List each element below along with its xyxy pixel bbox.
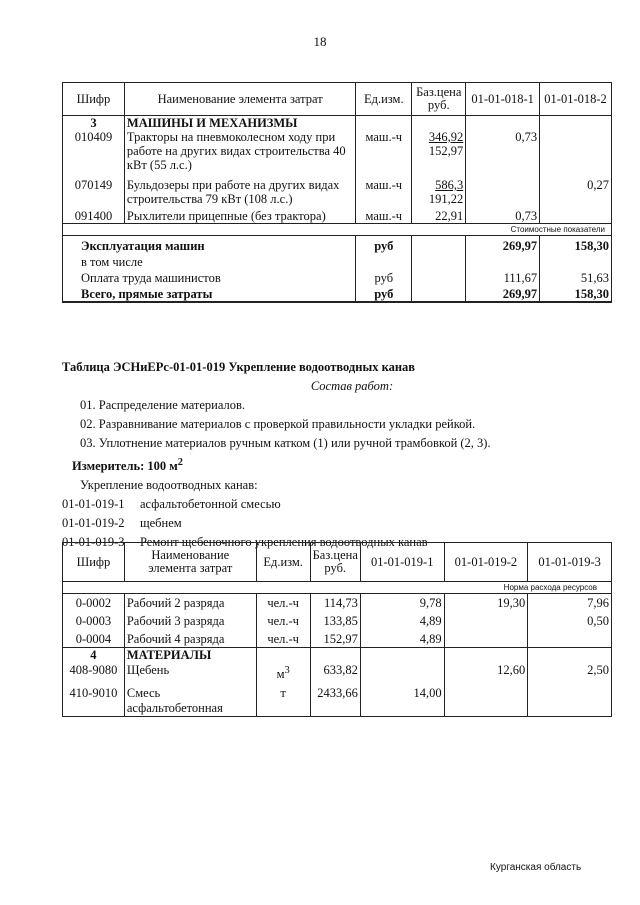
row-code: 408-9080 <box>63 663 125 682</box>
header-price: Баз.цена руб. <box>310 543 360 582</box>
summary-value2: 158,30 <box>540 285 612 302</box>
row-unit-text: м <box>276 667 285 682</box>
row-unit: чел.-ч <box>256 594 310 612</box>
section-row <box>63 116 612 131</box>
row-name: Рабочий 3 разряда <box>124 611 256 629</box>
work-step: 03. Уплотнение материалов ручным катком (1) или ручной трамбовкой (2, 3). <box>80 436 491 450</box>
work-step: 01. Распределение материалов. <box>80 398 246 412</box>
header-name: Наименование элемента затрат <box>124 83 355 116</box>
row-value2 <box>444 682 528 717</box>
measurer-sup: 2 <box>177 457 183 468</box>
row-name-line: кВт (55 л.с.) <box>126 158 192 172</box>
section-code: 3 <box>63 116 125 131</box>
row-code: 0-0003 <box>63 611 125 629</box>
table-row <box>63 682 612 717</box>
header-unit: Ед.изм. <box>356 83 412 116</box>
resources-table <box>62 542 612 717</box>
table-row <box>63 629 612 648</box>
summary-value2: 158,30 <box>540 236 612 254</box>
row-value1: 9,78 <box>360 594 444 612</box>
row-name-line: строительства 79 кВт (108 л.с.) <box>126 192 293 206</box>
row-value2 <box>540 130 612 172</box>
section-title: Таблица ЭСНиЕРс-01-01-019 Укрепление водоотводных канав <box>62 360 416 374</box>
row-unit: маш.-ч <box>356 172 412 206</box>
row-unit: маш.-ч <box>356 206 412 224</box>
row-price-labor: 191,22 <box>428 192 464 206</box>
row-name-line: работе на других видах строительства 40 <box>126 144 346 158</box>
work-composition-heading: Состав работ: <box>310 379 394 393</box>
table-header-row <box>63 543 612 582</box>
row-price-machine: 586,3 <box>435 178 464 192</box>
variant-text: щебнем <box>140 516 182 531</box>
row-code: 410-9010 <box>63 682 125 717</box>
row-code: 010409 <box>63 130 125 172</box>
header-price: Баз.цена руб. <box>412 83 466 116</box>
summary-unit: руб <box>356 269 412 285</box>
table-row <box>63 172 612 206</box>
row-price <box>412 130 466 172</box>
table-row <box>63 206 612 224</box>
row-unit: маш.-ч <box>356 130 412 172</box>
summary-name: Всего, прямые затраты <box>63 285 356 302</box>
table-header-row <box>63 83 612 116</box>
section-title: МАТЕРИАЛЫ <box>124 648 256 664</box>
row-name: Рабочий 4 разряда <box>124 629 256 648</box>
row-name: Щебень <box>124 663 256 682</box>
row-value2 <box>444 611 528 629</box>
row-value3: 7,96 <box>528 594 612 612</box>
row-value3: 0,50 <box>528 611 612 629</box>
row-code: 070149 <box>63 172 125 206</box>
separator-label: Стоимостные показатели <box>63 224 612 236</box>
section-title: МАШИНЫ И МЕХАНИЗМЫ <box>124 116 355 131</box>
header-col2: 01-01-019-2 <box>444 543 528 582</box>
variant-text: асфальтобетонной смесью <box>140 497 281 512</box>
row-value2: 12,60 <box>444 663 528 682</box>
section-019 <box>62 358 612 552</box>
variant-code: 01-01-019-1 <box>62 497 125 512</box>
row-name-line: Смесь <box>126 686 161 701</box>
row-value1 <box>360 663 444 682</box>
row-name-line: Бульдозеры при работе на других видах <box>126 178 340 192</box>
machines-table <box>62 82 612 303</box>
header-unit: Ед.изм. <box>256 543 310 582</box>
section-code: 4 <box>63 648 125 664</box>
table-row <box>63 130 612 172</box>
row-unit-sup: 3 <box>284 665 290 676</box>
summary-row <box>63 269 612 285</box>
variant-text: Ремонт щебеночного укрепления водоотводных канав <box>140 535 428 550</box>
header-name: Наименование элемента затрат <box>124 543 256 582</box>
row-value1: 0,73 <box>466 206 540 224</box>
summary-name: Оплата труда машинистов <box>63 269 356 285</box>
summary-unit: руб <box>356 236 412 254</box>
header-code: Шифр <box>63 543 125 582</box>
row-unit: чел.-ч <box>256 611 310 629</box>
summary-row <box>63 236 612 254</box>
row-price: 22,91 <box>412 206 466 224</box>
header-col2: 01-01-018-2 <box>540 83 612 116</box>
row-value1: 14,00 <box>360 682 444 717</box>
row-name-line: асфальтобетонная <box>126 701 223 716</box>
header-code: Шифр <box>63 83 125 116</box>
separator-label: Норма расхода ресурсов <box>63 582 612 594</box>
row-price-labor: 152,97 <box>428 144 464 158</box>
row-value2: 0,27 <box>540 172 612 206</box>
summary-value1: 269,97 <box>466 236 540 254</box>
row-value2 <box>444 629 528 648</box>
row-value1: 0,73 <box>466 130 540 172</box>
row-price: 133,85 <box>310 611 360 629</box>
row-name: Рабочий 2 разряда <box>124 594 256 612</box>
row-value1 <box>466 172 540 206</box>
row-name <box>124 682 256 717</box>
summary-row <box>63 253 612 269</box>
summary-value1: 269,97 <box>466 285 540 302</box>
row-value3 <box>528 629 612 648</box>
summary-value2: 51,63 <box>540 269 612 285</box>
variant-item <box>62 514 612 533</box>
header-col1: 01-01-019-1 <box>360 543 444 582</box>
table-row <box>63 663 612 682</box>
row-price <box>412 172 466 206</box>
row-value3: 2,50 <box>528 663 612 682</box>
row-unit: чел.-ч <box>256 629 310 648</box>
summary-name: в том числе <box>63 253 356 269</box>
row-name <box>124 172 355 206</box>
row-name <box>124 130 355 172</box>
row-code: 091400 <box>63 206 125 224</box>
row-price: 114,73 <box>310 594 360 612</box>
table-row <box>63 611 612 629</box>
row-unit <box>256 663 310 682</box>
variants-intro: Укрепление водоотводных канав: <box>80 478 258 493</box>
summary-value1: 111,67 <box>466 269 540 285</box>
measurer-label: Измеритель: 100 м <box>72 459 178 474</box>
row-price: 152,97 <box>310 629 360 648</box>
separator-row <box>63 224 612 236</box>
summary-row <box>63 285 612 302</box>
row-name-line: Тракторы на пневмоколесном ходу при <box>126 130 336 144</box>
separator-row <box>63 582 612 594</box>
variant-item <box>62 495 612 514</box>
header-col3: 01-01-019-3 <box>528 543 612 582</box>
measurer <box>62 453 612 476</box>
footer-region: Курганская область <box>490 862 582 873</box>
section-row <box>63 648 612 664</box>
row-value1: 4,89 <box>360 629 444 648</box>
row-code: 0-0002 <box>63 594 125 612</box>
summary-name: Эксплуатация машин <box>63 236 356 254</box>
table-row <box>63 594 612 612</box>
row-price: 633,82 <box>310 663 360 682</box>
row-value1: 4,89 <box>360 611 444 629</box>
row-value2: 19,30 <box>444 594 528 612</box>
row-price: 2433,66 <box>310 682 360 717</box>
row-unit: т <box>256 682 310 717</box>
variant-code: 01-01-019-2 <box>62 516 125 531</box>
summary-unit: руб <box>356 285 412 302</box>
row-code: 0-0004 <box>63 629 125 648</box>
work-step: 02. Разравнивание материалов с проверкой правильности укладки рейкой. <box>80 417 476 431</box>
row-value2 <box>540 206 612 224</box>
header-col1: 01-01-018-1 <box>466 83 540 116</box>
variant-code: 01-01-019-3 <box>62 535 125 550</box>
row-price-machine: 346,92 <box>428 130 464 144</box>
row-value3 <box>528 682 612 717</box>
page-number: 18 <box>313 34 327 49</box>
row-name: Рыхлители прицепные (без трактора) <box>124 206 355 224</box>
